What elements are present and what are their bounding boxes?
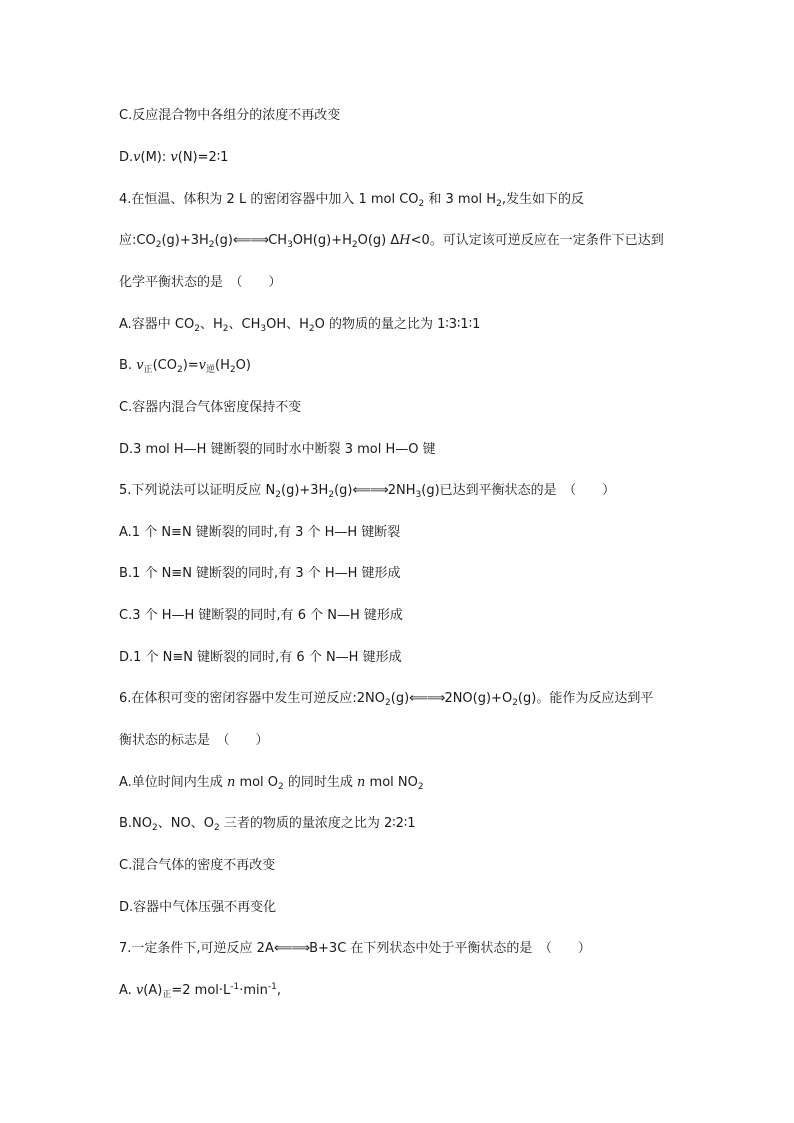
q7-stem: 7.一定条件下,可逆反应 2A⟸⟹B+3C 在下列状态中处于平衡状态的是 （ ） <box>119 941 591 956</box>
equilibrium-arrow-icon: ⟸⟹ <box>352 483 388 498</box>
q6-option-b: $B.NO_2$、NO、$O_2$ 三者的物质的量浓度之比为 2∶2∶1 <box>119 816 416 833</box>
q4-option-c: C.容器内混合气体密度保持不变 <box>119 400 302 415</box>
q4-option-a: A.容器中 $CO_2$、$H_2$、$CH_3OH$、$H_2O$ 的物质的量之比为 1∶3∶1∶1 <box>119 317 481 334</box>
q4-stem-line3: 化学平衡状态的是 （ ） <box>119 275 282 290</box>
q6-option-c: C.混合气体的密度不再改变 <box>119 858 276 873</box>
q7-option-a: A. $v(A)_正=2$ $mol\cdot L^{-1}\cdot\min^{-1}$, <box>119 982 282 1000</box>
q4-stem-line2: 应$:CO_2(g)+3H_2(g)⟸⟹CH_3OH(g)+H_2O(g)$ ΔH<0。可认定该可逆反应在一定条件下已达到 <box>119 233 664 250</box>
equilibrium-arrow-icon: ⟸⟹ <box>273 941 310 956</box>
q6-stem-line1: 6.在体积可变的密闭容器中发生可逆反应$:2NO_2(g)⟸⟹2NO(g)+O_2(g)$。能作为反应达到平 <box>119 691 654 708</box>
q6-option-a: A.单位时间内生成 n mol $O_2$ 的同时生成 n mol $NO_2$ <box>119 775 424 792</box>
q5-stem: 5.下列说法可以证明反应 $N_2(g)+3H_2(g)⟸⟹2NH_3(g)$已达到平衡状态的是 （ ） <box>119 483 616 500</box>
q5-option-c: C.3 个 H—H 键断裂的同时,有 6 个 N—H 键形成 <box>119 608 403 623</box>
q6-stem-line2: 衡状态的标志是 （ ） <box>119 733 269 748</box>
q4-stem-line1: 4.在恒温、体积为 2 L 的密闭容器中加入 1 mol $CO_2$ 和 3 mol $H_2$,发生如下的反 <box>119 192 584 209</box>
q5-option-a: A.1 个 N≡N 键断裂的同时,有 3 个 H—H 键断裂 <box>119 525 401 540</box>
q5-option-b: B.1 个 N≡N 键断裂的同时,有 3 个 H—H 键形成 <box>119 566 401 581</box>
q3-option-d: D.v(M): v(N)=2∶1 <box>119 150 229 165</box>
equilibrium-arrow-icon: ⟸⟹ <box>232 233 269 248</box>
equilibrium-arrow-icon: ⟸⟹ <box>409 691 445 706</box>
q6-option-d: D.容器中气体压强不再变化 <box>119 900 277 915</box>
q3-option-c: C.反应混合物中各组分的浓度不再改变 <box>119 108 341 123</box>
q4-option-d: D.3 mol H—H 键断裂的同时水中断裂 3 mol H—O 键 <box>119 442 436 457</box>
q4-option-b: B. $v_正(CO_2)=v_逆(H_2O)$ <box>119 358 251 375</box>
q5-option-d: D.1 个 N≡N 键断裂的同时,有 6 个 N—H 键形成 <box>119 650 402 665</box>
